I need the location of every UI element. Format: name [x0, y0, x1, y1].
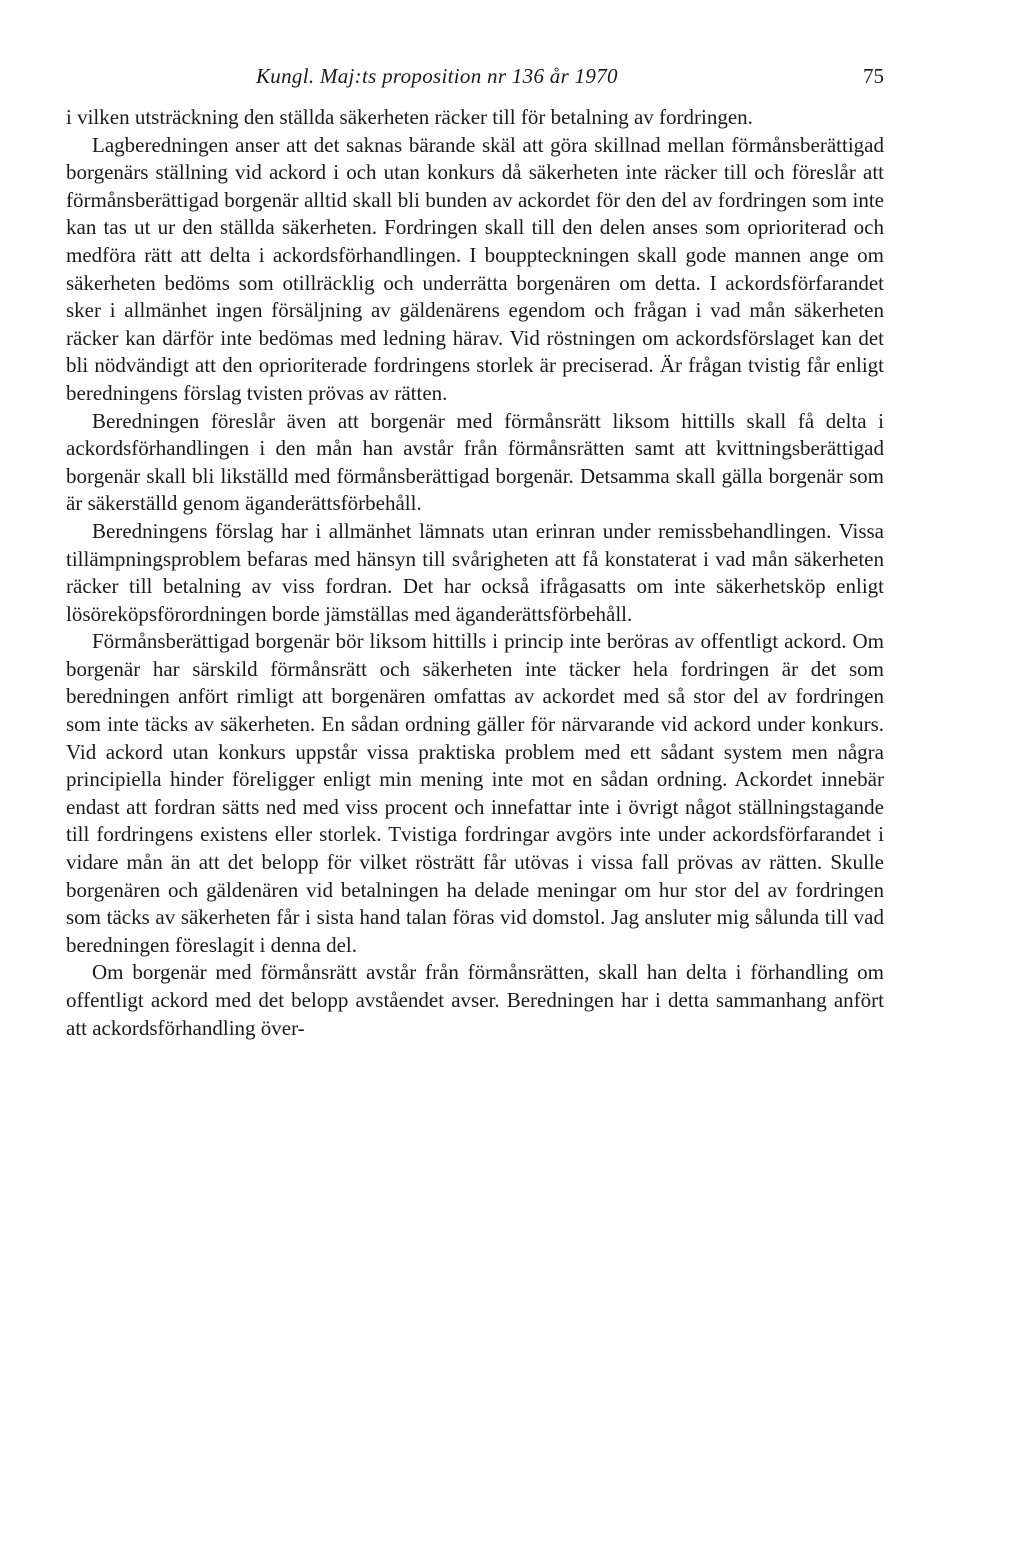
paragraph: Lagberedningen anser att det saknas bärande skäl att göra skillnad mellan förmånsberättigad borgenärs ställning vid ackord i och utan konkurs då säkerheten inte räcker till och föreslår att förmånsberättigad borgenär alltid skall bli bunden av ackordet för den del av fordringen som inte kan tas ut ur den ställda säkerheten. Fordringen skall till den delen anses som oprioriterad och medföra rätt att delta i ackordsförhandlingen. I bouppteckningen skall gode mannen ange om säkerheten bedöms som otillräcklig och underrätta borgenären om detta. I ackordsförfarandet sker i allmänhet ingen försäljning av gäldenärens egendom och frågan i vad mån säkerheten räcker kan därför inte bedömas med ledning härav. Vid röstningen om ackordsförslaget kan det bli nödvändigt att den oprioriterade fordringens storlek är preciserad. Är frågan tvistig får enligt beredningens förslag tvisten prövas av rätten. [66, 132, 884, 405]
paragraph: Om borgenär med förmånsrätt avstår från förmånsrätten, skall han delta i förhandling om offentligt ackord med det belopp avståendet avser. Beredningen har i detta sammanhang anfört att ackordsförhandling över- [66, 960, 884, 1040]
paragraph: Beredningen föreslår även att borgenär med förmånsrätt liksom hittills skall få delta i ackordsförhandlingen i den mån han avstår från förmånsrätten samt att kvittningsberättigad borgenär skall bli likställd med förmånsberättigad borgenär. Detsamma skall gälla borgenär som är säkerställd genom äganderättsförbehåll. [66, 408, 884, 516]
paragraph: Beredningens förslag har i allmänhet lämnats utan erinran under remissbehandlingen. Vissa tillämpningsproblem befaras med hänsyn till svårigheten att få konstaterat i vad mån säkerheten räcker till betalning av viss fordran. Det har också ifrågasatts om inte säkerhetsköp enligt lösöreköpsförordningen borde jämställas med äganderättsförbehåll. [66, 518, 884, 626]
paragraph: i vilken utsträckning den ställda säkerheten räcker till för betalning av fordringen. [66, 105, 753, 129]
paragraph: Förmånsberättigad borgenär bör liksom hittills i princip inte beröras av offentligt ackord. Om borgenär har särskild förmånsrätt och säkerheten inte täcker hela fordringen är det som beredningen anfört rimligt att borgenären omfattas av ackordet med så stor del av fordringen som inte täcks av säkerheten. En sådan ordning gäller för närvarande vid ackord under konkurs. Vid ackord utan konkurs uppstår vissa praktiska problem med ett sådant system men några principiella hinder föreligger enligt min mening inte mot en sådan ordning. Ackordet innebär endast att fordran sätts ned med viss procent och innefattar inte i övrigt något ställningstagande till fordringens existens eller storlek. Tvistiga fordringar avgörs inte under ackordsförfarandet i vidare mån än att det belopp för vilket rösträtt får utövas i vissa fall prövas av rätten. Skulle borgenären och gäldenären vid betalningen ha delade meningar om hur stor del av fordringen som täcks av säkerheten får i sista hand talan föras vid domstol. Jag ansluter mig sålunda till vad beredningen föreslagit i denna del. [66, 629, 884, 957]
header-title: Kungl. Maj:ts proposition nr 136 år 1970 [256, 64, 618, 88]
page-number: 75 [863, 64, 884, 88]
body-text [66, 104, 884, 1042]
running-header [66, 64, 884, 98]
